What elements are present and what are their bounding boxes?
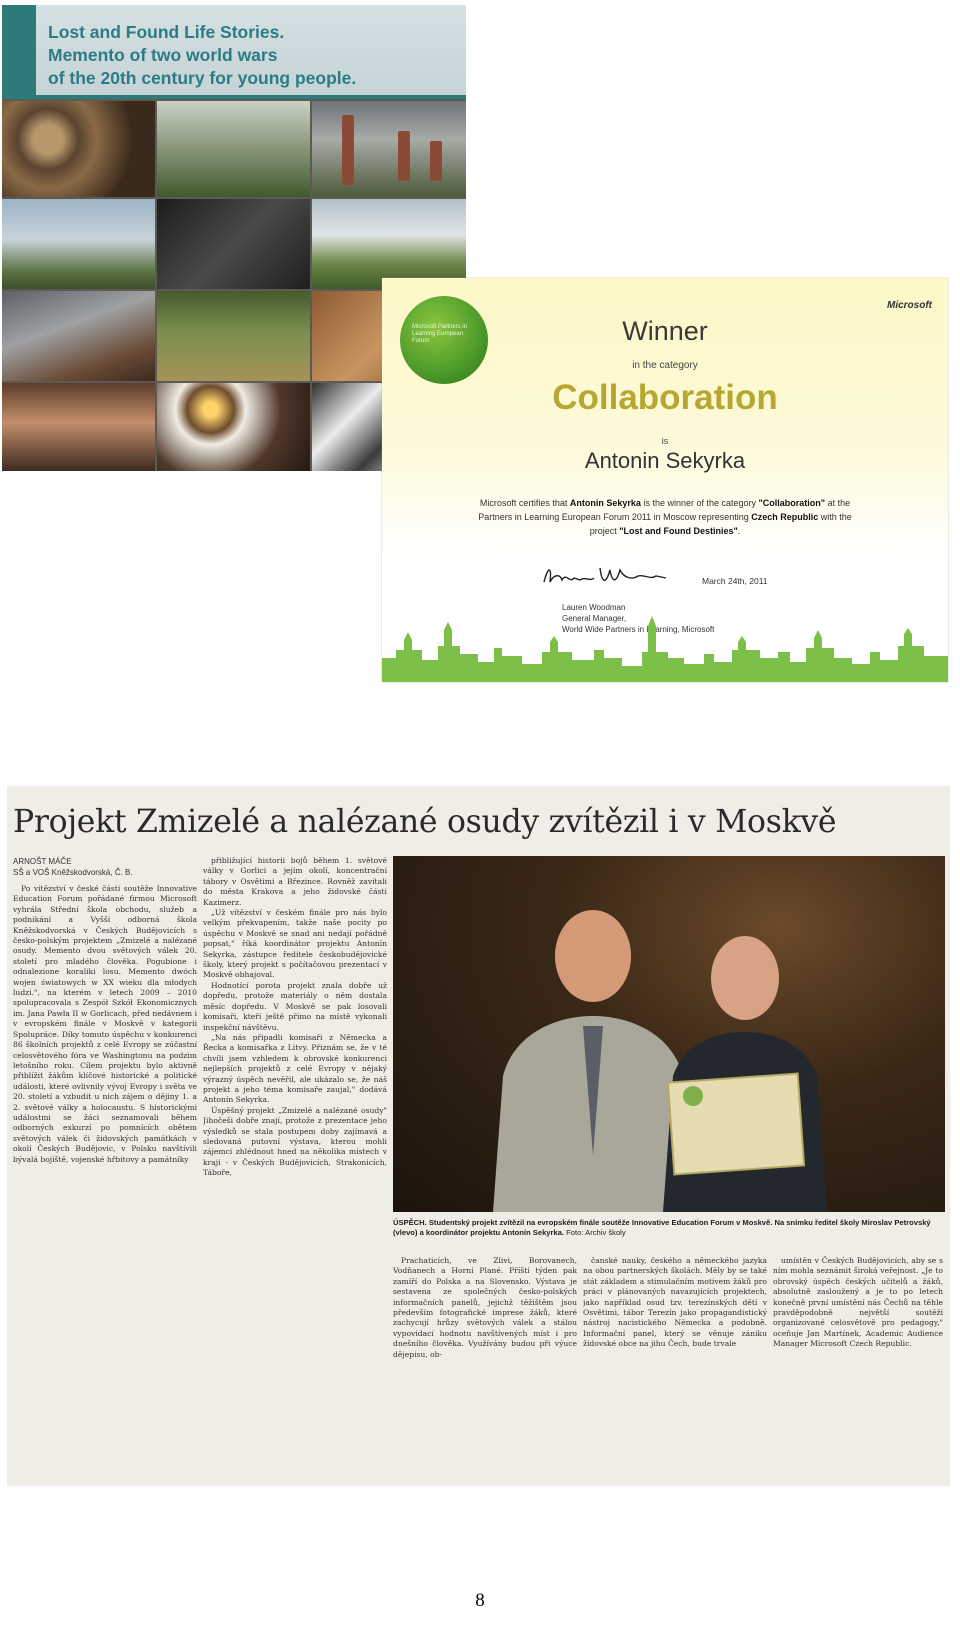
article-column-2-paragraph-3: Hodnotící porota projekt znala dobře už dopředu, protože materiály o něm dostala měsíc dopředu. V Moskvě se pak losovali komisaři, kteří ještě přímo na místě vykonali inspekční návštěvu. [203, 980, 387, 1032]
article-column-2-paragraph-2: „Už vítězství v českém finále pro nás bylo velkým překvapením, takže naše pocity po úspěchu v Moskvě se snad ani nedají pořádně popsat," říká koordinátor projektu Antonín Sekyrka, zástupce ředitele českobudějovické školy, který projekt s počítačovou prezentací v Moskvě obhajoval. [203, 908, 387, 980]
article-column-2 [203, 856, 387, 1480]
article-column-3 [393, 1256, 577, 1480]
partners-in-learning-logo-text: Microsoft Partners in Learning European Forum [412, 324, 468, 344]
article-column-5-text: umístěn v Českých Budějovicích, aby se s ním mohla seznámit široká veřejnost. „Je to obrovský úspěch českých učitelů a žáků, absolutně zasloužený a je to po letech konečně první umístění nás Čechů na těhle pravděpodobně největší soutěži organizované celosvětově pro pedagogy," oceňuje Jan Martínek, Academic Audience Manager Microsoft Czech Republic. [773, 1256, 943, 1349]
city-skyline-illustration [382, 602, 948, 682]
article-column-4-text: čanské nauky, českého a německého jazyka na obou partnerských školách. Měly by se také stát základem a stimulačním motivem žáků pro práci v plánovaných navazujících projektech, jako například osud tzv. terezínských dětí v Osvětimi, tábor Terezín jako propagandistický nástroj nacistického Německa a podobně. Informační panel, který se věnuje zániku židovské obce na jihu Čech, bude trvale [583, 1256, 767, 1349]
brochure-title [48, 21, 458, 90]
microsoft-logo: Microsoft [887, 300, 932, 311]
article-column-4 [583, 1256, 767, 1480]
certificate-date: March 24th, 2011 [702, 576, 768, 586]
photo-credit: Foto: Archiv školy [564, 1228, 626, 1237]
signer-role: General Manager, [562, 614, 627, 623]
photo-tile-shoes [2, 101, 155, 197]
certificate-is: is [661, 436, 669, 446]
signer-org: World Wide Partners in Learning, Microsoft [562, 625, 715, 634]
photo-caption-text: ÚSPĚCH. Studentský projekt zvítězil na evropském finále soutěže Innovative Education Forum v Moskvě. Na snímku ředitel školy Miroslav Petrovský (vlevo) a koordinátor projektu Antonín Sekyrka. [393, 1218, 931, 1237]
brochure-title-line-3: of the 20th century for young people. [48, 68, 357, 88]
photo-tile-name-wall [157, 199, 310, 289]
signature-image [540, 562, 670, 588]
article-column-2-paragraph-1: přibližující historii bojů během 1. světové války v Gorlici a jejím okolí, koncentrační tábory v Osvětimi a Březince. Rovněž zavítali do města Krakova a jeho židovské části Kazimerz. [203, 856, 387, 907]
photo-tile-candles [157, 383, 310, 471]
photo-tile-camp-gate [2, 199, 155, 289]
article-column-1-text: Po vítězství v české části soutěže Innovative Education Forum pořádané firmou Microsoft vyhrála Střední škola obchodu, služeb a podnikání a Vyšší odborná škola Kněžskodvorská v Českých Budějovicích s česko-polským projektem „Zmizelé a nalézané osudy. Memento dvou světových válek 20. století pro mladého člověka. Pogubione i odnalezione koraliki losu. Memento dwóch wojen światowych w XX wieku dla młodych ludzi.", na kterém v letech 2009 – 2010 spolupracovala s Zespół Szkół Ekonomicznych im. Jana Pawła II w Gorlicach, před nedávnem i v evropském finále v Moskvě v kategorii Spolupráce. Díky tomuto úspěchu v konkurenci 86 školních projektů z celé Evropy se zúčastní celosvětového fóra ve Washingtonu na podzim letošního roku. Cílem projektu bylo aktivně přiblížit žákům klíčové historické a politické události, které ovlivnily vývoj Evropy i světa ve 20. století a vzbudit u nich zájem o dějiny 1. a 2. světové války a holocaustu. S historickými událostmi se žáci seznamovali během odborných exkurzí po pomnících obětem světových válek či židovských památkách v okolí Českých Budějovic, v Polsku navštívili bývalá bojiště, vojenské hřbitovy a památníky [13, 884, 197, 1164]
certificate-category: Collaboration [552, 378, 778, 417]
signer-name: Lauren Woodman [562, 603, 626, 612]
brochure-header [2, 5, 466, 99]
certificate-winner-heading: Winner [622, 316, 708, 346]
article-column-3-text: Prachaticích, ve Zlivi, Borovanech, Vodňanech a Horní Plané. Příští týden pak zamíří do Polska a na Slovensko. Výstava je sestavena ze společných česko-polských informačních panelů, jejichž těžištěm jsou především fotografické imprese žáků, které zachycují hrůzy světových válek a stálou vypovídací hodnotu navštívených míst i pro dnešního člověka. Využívány budou při výuce dějepisu, ob- [393, 1256, 577, 1359]
article-author-affiliation: SŠ a VOŠ Kněžskodvorská, Č. B. [13, 868, 133, 877]
winner-certificate [382, 278, 948, 682]
certificate-recipient-name: Antonin Sekyrka [584, 448, 746, 473]
photo-caption [393, 1218, 945, 1238]
article-photo-illustration [393, 856, 945, 1212]
brochure-title-line-2: Memento of two world wars [48, 45, 278, 65]
article-photo-two-men-with-certificate [393, 856, 945, 1212]
article-column-2-paragraph-4: „Na nás připadli komisaři z Německa a Řecka a komisařka z Litvy. Přiznám se, že v té chvíli jsem vzhledem k obrovské konkurenci nejlepších projektů z celé Evropy v nějaký výrazný úspěch nevěřil, ale ukázalo se, že náš projekt a jeho téma komisaře zaujal," dodává Antonín Sekyrka. [203, 1032, 387, 1105]
article-headline: Projekt Zmizelé a nalézané osudy zvítězil i v Moskvě [13, 804, 837, 840]
photo-tile-brick-pillars [312, 101, 466, 197]
article-column-2-paragraph-5: Úspěšný projekt „Zmizelé a nalézané osudy" Jihočeši dobře znají, protože z prezentace jeho výsledků se stala postupem doby zajímavá a sledovaná putovní výstava, kterou mohli zájemci zhlédnout hned na několika místech v kraji - v Českých Budějovicích, Strakonicích, Táboře, [203, 1105, 387, 1178]
photo-tile-hands [2, 383, 155, 471]
page-number: 8 [475, 1590, 485, 1611]
article-column-5 [773, 1256, 943, 1480]
brochure-header-rule [2, 95, 466, 99]
certificate-body-text: Microsoft certifies that Antonin Sekyrka is the winner of the category "Collaboration" at the Partners in Learning European Forum 2011 in Moscow representing Czech Republic with the project "Lost and Found Destinies". [478, 498, 852, 536]
article-byline [13, 856, 193, 878]
brochure-header-stripe [2, 5, 36, 99]
photo-tile-forest [157, 291, 310, 381]
photo-tile-barracks [2, 291, 155, 381]
certificate-in-category: in the category [632, 360, 698, 371]
photo-tile-memorial-path [157, 101, 310, 197]
brochure-title-line-1: Lost and Found Life Stories. [48, 22, 285, 42]
photo-tile-memorial-field [312, 199, 466, 289]
article-column-1 [13, 884, 197, 1480]
newspaper-clipping [7, 786, 950, 1486]
article-author: ARNOŠT MÁČE [13, 857, 72, 866]
